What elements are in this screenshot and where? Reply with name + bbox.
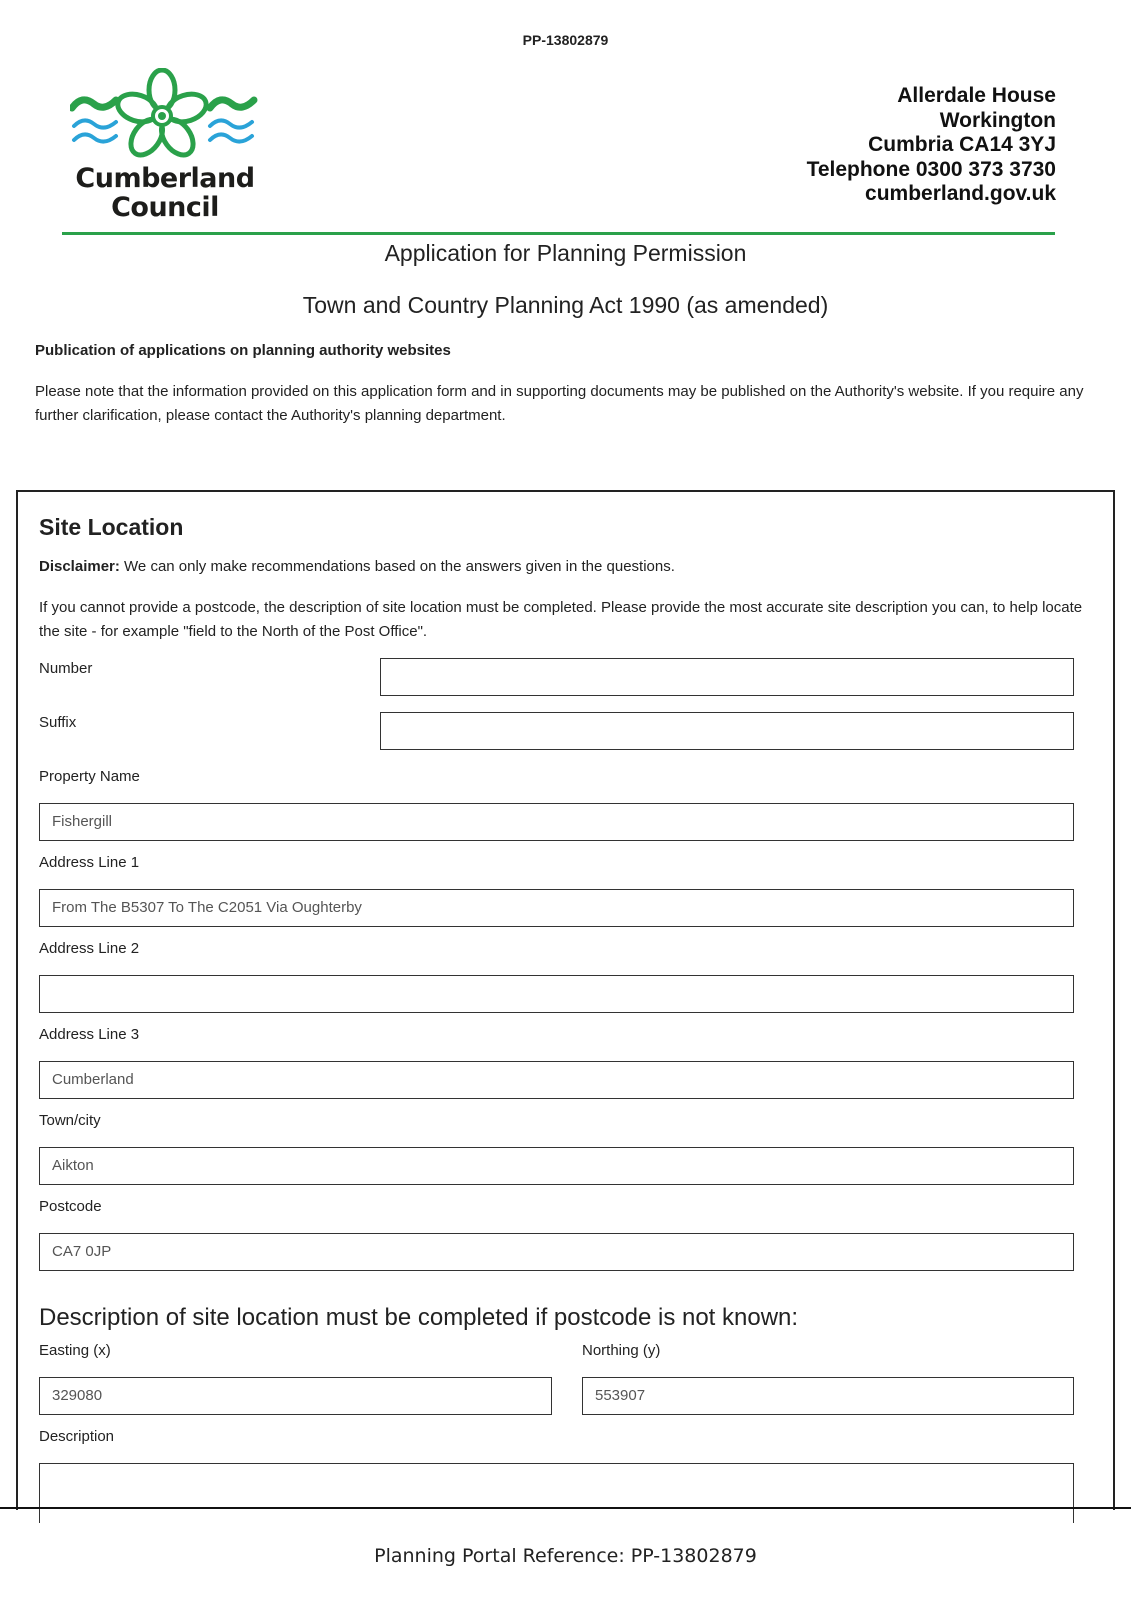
site-instructions: If you cannot provide a postcode, the description of site location must be completed. Please provide the most accurate site description you can, to help locate the site - for example "field to the North of the Post Office". (39, 599, 1083, 640)
description-field[interactable] (39, 1463, 1074, 1523)
address-line-1-label: Address Line 1 (39, 854, 140, 871)
logo-text (70, 164, 260, 222)
northing-label: Northing (y) (582, 1342, 661, 1359)
number-label: Number (39, 660, 93, 677)
address-line-2-label: Address Line 2 (39, 940, 140, 957)
address-line-3-field[interactable]: Cumberland (39, 1061, 1074, 1099)
number-field[interactable] (380, 658, 1074, 696)
description-label: Description (39, 1428, 115, 1445)
postcode-field[interactable]: CA7 0JP (39, 1233, 1074, 1271)
address-line-3-label: Address Line 3 (39, 1026, 140, 1043)
flower-waves-logo-icon (70, 68, 260, 164)
site-location-section (16, 490, 1115, 1510)
address-website: cumberland.gov.uk (865, 182, 1056, 205)
disclaimer-label: Disclaimer: (39, 558, 120, 575)
address-line: Workington (939, 108, 1056, 132)
council-address (807, 84, 1056, 207)
publication-heading: Publication of applications on planning authority websites (35, 342, 451, 359)
easting-field[interactable]: 329080 (39, 1377, 552, 1415)
town-label: Town/city (39, 1112, 101, 1129)
easting-label: Easting (x) (39, 1342, 111, 1359)
address-telephone: Telephone 0300 373 3730 (806, 157, 1056, 181)
northing-field[interactable]: 553907 (582, 1377, 1074, 1415)
footer-reference: Planning Portal Reference: PP-13802879 (374, 1545, 757, 1567)
publication-text: Please note that the information provided on this application form and in supporting documents may be published on the Authority's website. If you require any further clarification, please contact the Authority's planning department. (35, 383, 1084, 424)
address-line: Allerdale House (897, 84, 1056, 107)
disclaimer (39, 558, 675, 575)
logo-line2: Council (111, 192, 219, 223)
reference-number: PP-13802879 (522, 32, 609, 48)
property-name-field[interactable]: Fishergill (39, 803, 1074, 841)
address-line: Cumbria CA14 3YJ (868, 133, 1056, 156)
logo-line1: Cumberland (75, 163, 255, 194)
suffix-label: Suffix (39, 714, 77, 731)
section-title: Site Location (39, 514, 184, 540)
form-title: Application for Planning Permission (384, 240, 747, 266)
description-heading: Description of site location must be completed if postcode is not known: (39, 1304, 799, 1331)
postcode-label: Postcode (39, 1198, 102, 1215)
town-field[interactable]: Aikton (39, 1147, 1074, 1185)
council-logo (70, 68, 260, 228)
suffix-field[interactable] (380, 712, 1074, 750)
page-footer-divider (0, 1507, 1131, 1509)
disclaimer-text: We can only make recommendations based on the answers given in the questions. (119, 558, 675, 575)
property-name-label: Property Name (39, 768, 140, 785)
header-divider (62, 232, 1055, 235)
address-line-2-field[interactable] (39, 975, 1074, 1013)
address-line-1-field[interactable]: From The B5307 To The C2051 Via Oughterby (39, 889, 1074, 927)
form-act-title: Town and Country Planning Act 1990 (as amended) (302, 292, 829, 318)
